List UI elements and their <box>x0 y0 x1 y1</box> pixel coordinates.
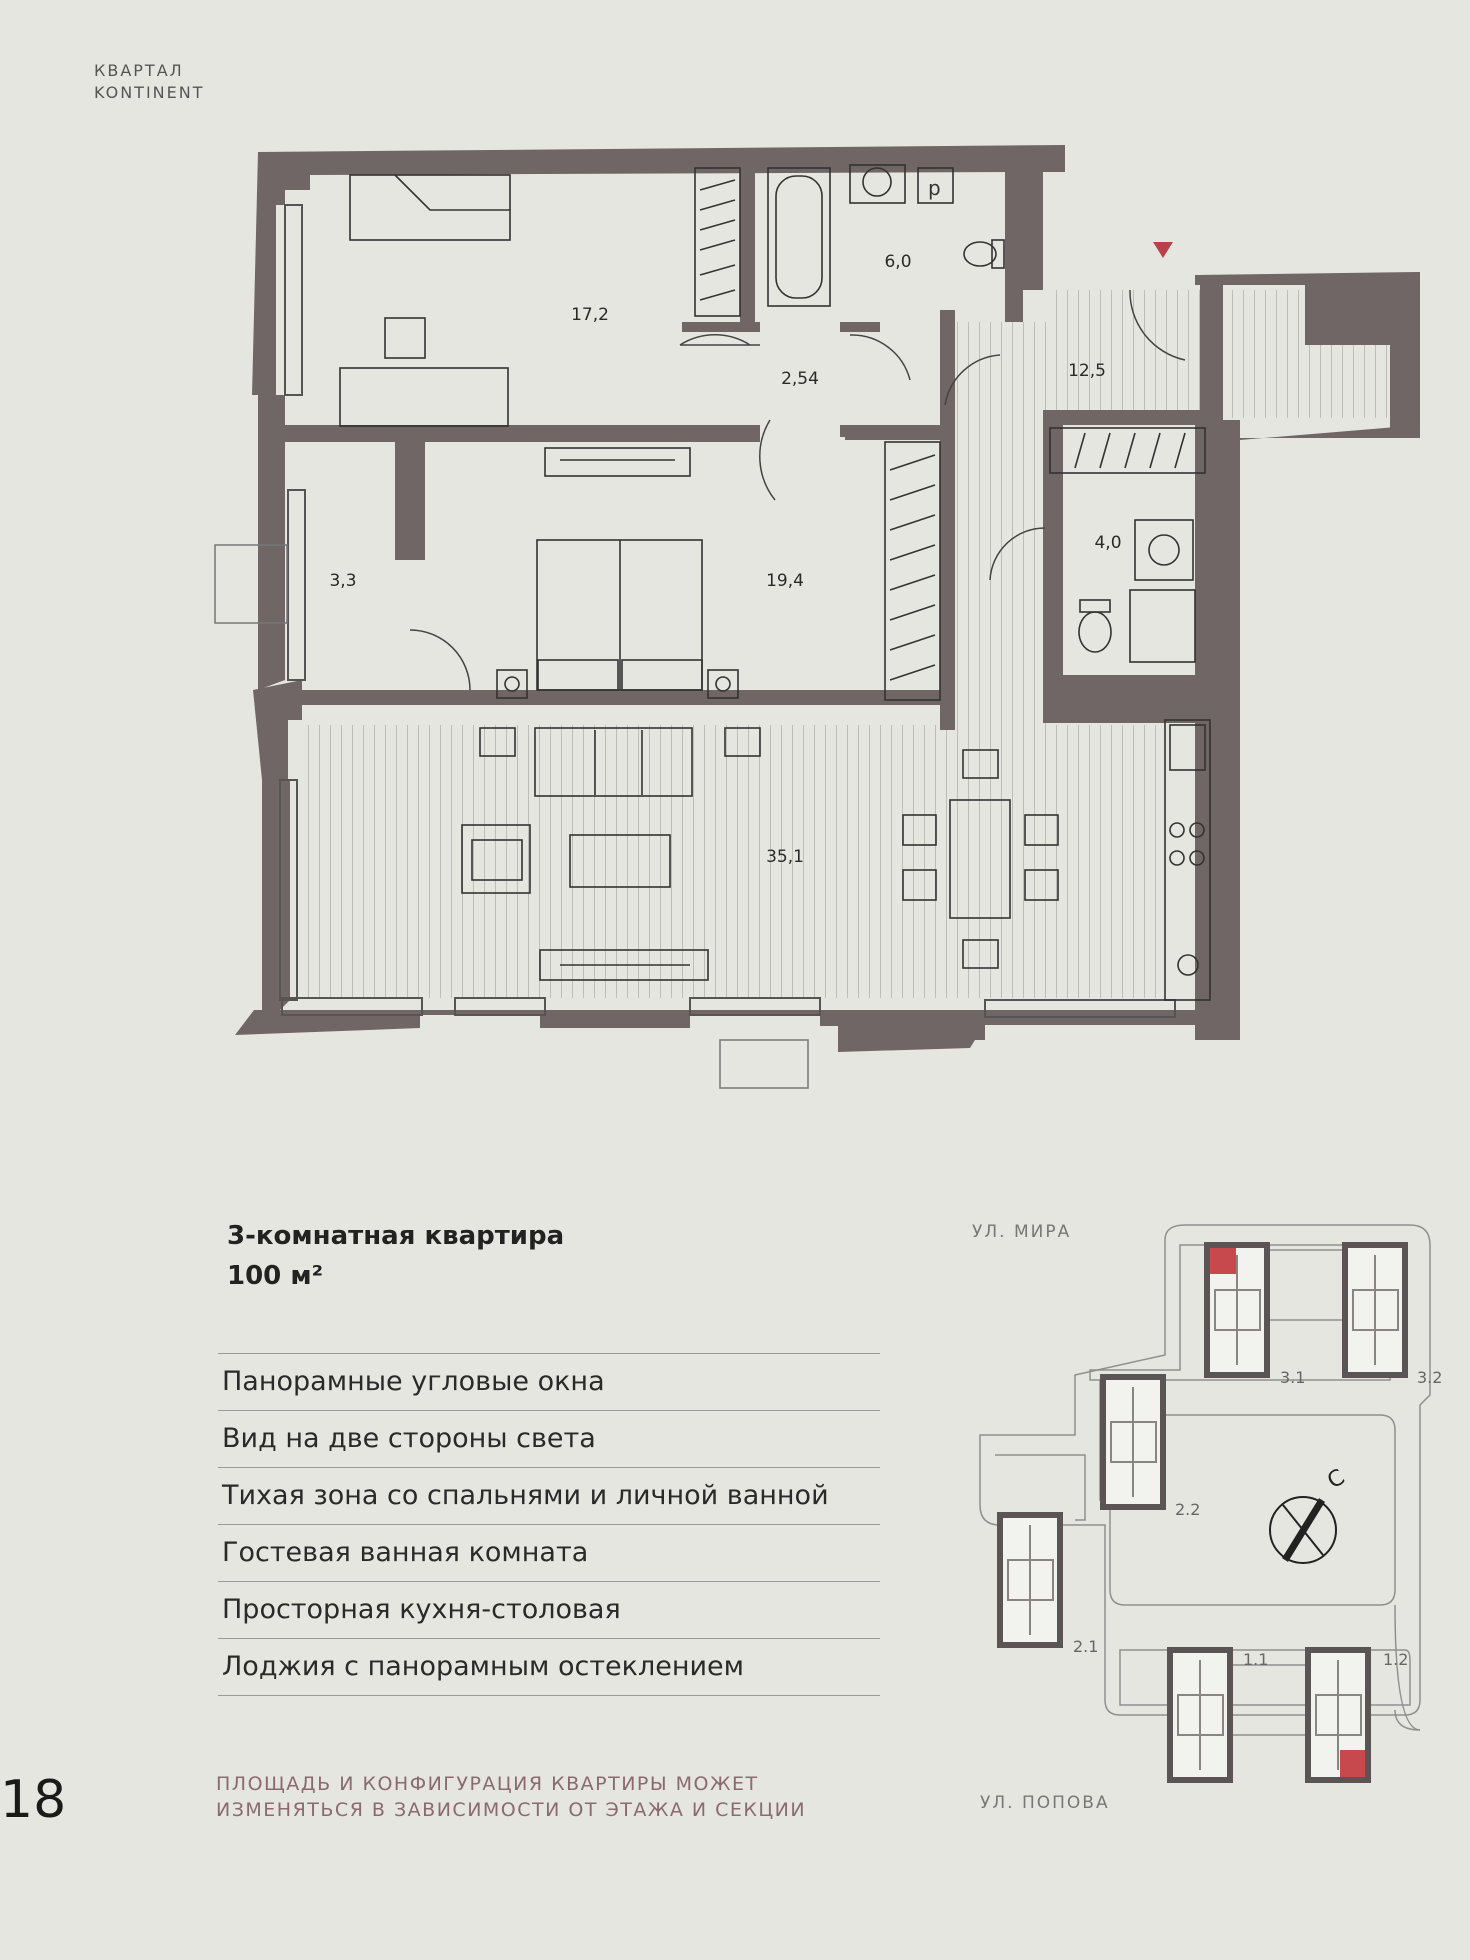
brand-line-1: КВАРТАЛ <box>94 61 184 80</box>
section-label-1-2: 1.2 <box>1383 1650 1409 1669</box>
feature-item: Гостевая ванная комната <box>218 1524 880 1581</box>
highlight-section-1-2 <box>1340 1750 1365 1777</box>
svg-text:p: p <box>928 176 941 200</box>
compass-icon <box>1270 1465 1349 1563</box>
disclaimer-line-2: ИЗМЕНЯТЬСЯ В ЗАВИСИМОСТИ ОТ ЭТАЖА И СЕКЦИИ <box>216 1799 807 1821</box>
feature-item: Просторная кухня-столовая <box>218 1581 880 1638</box>
section-label-2-2: 2.2 <box>1175 1500 1201 1519</box>
area-label-living-kitchen: 35,1 <box>766 847 804 867</box>
compass-north-label: С <box>1323 1464 1350 1495</box>
street-bottom-label: УЛ. ПОПОВА <box>980 1793 1110 1813</box>
street-top-label: УЛ. МИРА <box>972 1222 1072 1242</box>
page-number: 18 <box>0 1770 67 1830</box>
area-label-hall: 12,5 <box>1068 361 1106 381</box>
section-label-1-1: 1.1 <box>1243 1650 1269 1669</box>
highlight-section-3-1 <box>1210 1248 1236 1274</box>
area-label-bathroom-1: 6,0 <box>884 252 912 272</box>
feature-item: Лоджия с панорамным остеклением <box>218 1638 880 1696</box>
section-label-3-1: 3.1 <box>1280 1368 1306 1387</box>
area-label-bedroom-1: 17,2 <box>571 305 609 325</box>
feature-item: Тихая зона со спальнями и личной ванной <box>218 1467 880 1524</box>
disclaimer-line-1: ПЛОЩАДЬ И КОНФИГУРАЦИЯ КВАРТИРЫ МОЖЕТ <box>216 1773 759 1795</box>
section-label-2-1: 2.1 <box>1073 1637 1099 1656</box>
area-label-corridor: 2,54 <box>781 369 819 389</box>
brand-line-2: KONTINENT <box>94 83 205 102</box>
area-label-dressing: 3,3 <box>329 571 357 591</box>
feature-item: Панорамные угловые окна <box>218 1353 880 1410</box>
apartment-type: 3-комнатная квартира <box>227 1221 565 1251</box>
area-label-bathroom-2: 4,0 <box>1094 533 1122 553</box>
area-label-bedroom-2: 19,4 <box>766 571 804 591</box>
apartment-area: 100 м² <box>227 1261 323 1291</box>
site-buildings <box>1000 1245 1405 1780</box>
section-label-3-2: 3.2 <box>1417 1368 1443 1387</box>
feature-item: Вид на две стороны света <box>218 1410 880 1467</box>
